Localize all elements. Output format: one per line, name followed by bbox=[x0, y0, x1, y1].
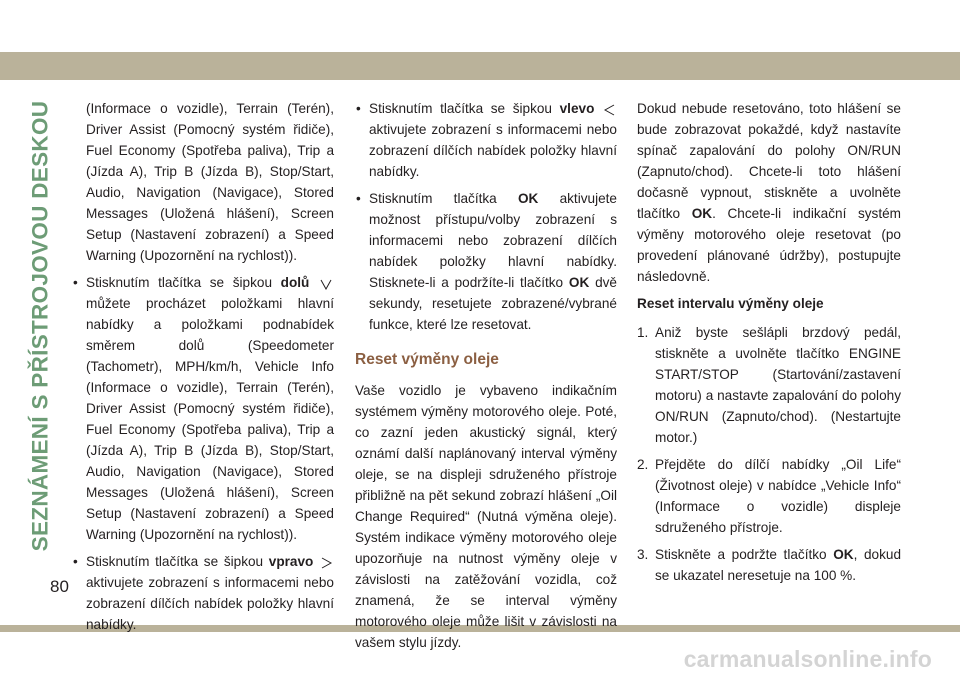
column-3 bbox=[637, 98, 901, 592]
watermark: carmanualsonline.info bbox=[683, 646, 932, 672]
page-number: 80 bbox=[50, 577, 69, 596]
list-item: • Stisknutím tlačítka se šipkou vpravo aktivujete zobrazení s informacemi nebo zobrazení dílčích nabídek položky hlavní nabídky. bbox=[72, 551, 334, 635]
button-name: OK bbox=[691, 206, 713, 221]
list-item: • Stisknutím tlačítka se šipkou vlevo aktivujete zobrazení s informacemi nebo zobrazení dílčích nabídek položky hlavní nabídky. bbox=[355, 98, 617, 182]
subsection-heading: Reset intervalu výměny oleje bbox=[637, 296, 824, 311]
list-item: • Stisknutím tlačítka OK aktivujete možnost přístupu/volby zobrazení s informacemi nebo zobrazení dílčích nabídek položky hlavní nabídky. Stisknete-li a podržíte-li tlačítko OK dvě sekundy, resetujete zobrazené/vybrané funkce, které lze resetovat. bbox=[355, 188, 617, 335]
list-item: 3. Stiskněte a podržte tlačítko OK, dokud se ukazatel neresetuje na 100 %. bbox=[637, 544, 901, 586]
chapter-side-title: SEZNÁMENÍ S PŘÍSTROJOVOU DESKOU bbox=[27, 100, 52, 552]
step-text: Aniž byste sešlápli brzdový pedál, stiskněte a uvolněte tlačítko ENGINE START/STOP (Startování/zastavení motoru) a nastavte zapalování do polohy ON/RUN (Zapnuto/chod). (Nestartujte motor.) bbox=[655, 325, 901, 445]
header-band bbox=[0, 52, 960, 80]
arrow-right-icon bbox=[321, 557, 332, 569]
paragraph: (Informace o vozidle), Terrain (Terén), Driver Assist (Pomocný systém řidiče), Fuel Economy (Spotřeba paliva), Trip a (Jízda A), Trip B (Jízda B), Stop/Start, Audio, Navigation (Navigace), Stored Messages (Uložená hlášení), Screen Setup (Nastavení zobrazení) a Speed Warning (Upozornění na rychlost)). bbox=[86, 101, 334, 263]
button-name: vpravo bbox=[268, 554, 314, 569]
list-item: • Stisknutím tlačítka se šipkou dolů můžete procházet položkami hlavní nabídky a položkami podnabídek směrem dolů (Speedometer (Tachometr), MPH/km/h, Vehicle Info (Informace o vozidle), Terrain (Terén), Driver Assist (Pomocný systém řidiče), Fuel Economy (Spotřeba paliva), Trip a (Jízda A), Trip B (Jízda B), Stop/Start, Audio, Navigation (Navigace), Stored Messages (Uložená hlášení), Screen Setup (Nastavení zobrazení) a Speed Warning (Upozornění na rychlost)). bbox=[72, 272, 334, 545]
list-item bbox=[637, 322, 901, 448]
button-name: vlevo bbox=[559, 101, 595, 116]
step-number: 2. bbox=[637, 457, 649, 472]
column-2 bbox=[355, 98, 617, 659]
bullet-dot: • bbox=[73, 554, 78, 569]
bullet-dot: • bbox=[356, 191, 361, 206]
step-text: Přejděte do dílčí nabídky „Oil Life“ (Životnost oleje) v nabídce „Vehicle Info“ (Informace o vozidle) displeje sdruženého přístroje. bbox=[655, 457, 901, 535]
list-item bbox=[637, 454, 901, 538]
button-name: OK bbox=[568, 275, 590, 290]
section-heading: Reset výměny oleje bbox=[355, 351, 499, 368]
arrow-left-icon bbox=[604, 104, 615, 116]
paragraph: Dokud nebude resetováno, toto hlášení se bude zobrazovat pokaždé, když nastavíte spínač zapalování do polohy ON/RUN (Zapnuto/chod). Chcete-li toto hlášení dočasně vypnout, stiskněte a uvolněte tlačítko OK. Chcete-li indikační systém výměny motorového oleje resetovat (po provedení plánované údržby), postupujte následovně. bbox=[637, 101, 901, 284]
bullet-dot: • bbox=[356, 101, 361, 116]
button-name: dolů bbox=[280, 275, 310, 290]
arrow-down-icon bbox=[320, 279, 332, 290]
paragraph: Vaše vozidlo je vybaveno indikačním systémem výměny motorového oleje. Poté, co zazní jeden akustický signál, který oznámí další naplánovaný interval výměny oleje, se na displeji sdruženého přístroje přibližně na pět sekund zobrazí hlášení „Oil Change Required“ (Nutná výměna oleje). Systém indikace výměny motorového oleje upozorňuje na nutnost výměny oleje v závislosti na zatěžování vozidla, což znamená, že se interval výměny motorového oleje může lišit v závislosti na vašem stylu jízdy. bbox=[355, 383, 617, 650]
button-name: OK bbox=[517, 191, 539, 206]
step-number: 3. bbox=[637, 547, 649, 562]
column-1 bbox=[72, 98, 334, 641]
step-number: 1. bbox=[637, 325, 649, 340]
button-name: OK bbox=[833, 547, 854, 562]
bullet-dot: • bbox=[73, 275, 78, 290]
